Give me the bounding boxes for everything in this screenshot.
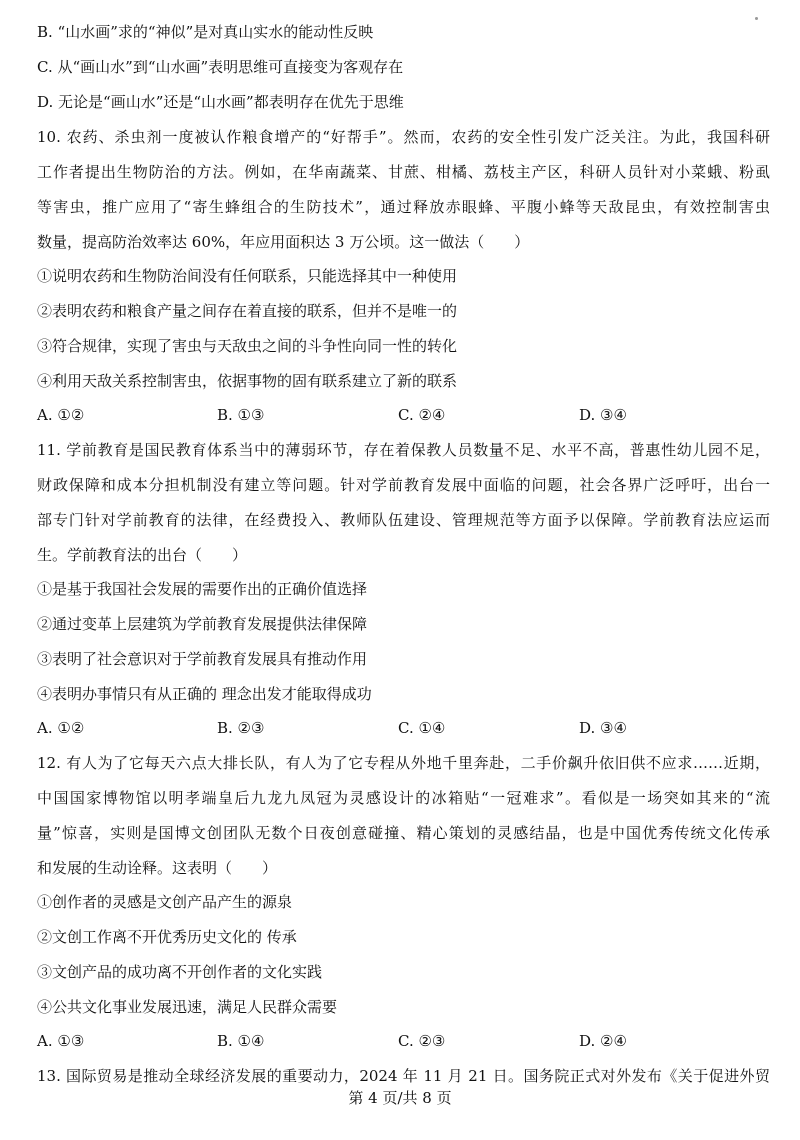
q11-statement-4: ④表明办事情只有从正确的 理念出发才能取得成功 <box>37 685 372 703</box>
q10-choice-c[interactable]: C. ②④ <box>398 406 446 424</box>
q11-statement-1: ①是基于我国社会发展的需要作出的正确价值选择 <box>37 580 368 598</box>
q12-stem-line: 量”惊喜，实则是国博文创团队无数个日夜创意碰撞、精心策划的灵感结晶，也是中国优秀传统文化传承 <box>37 824 770 842</box>
q10-stem-line: 10. 农药、杀虫剂一度被认作粮食增产的“好帮手”。然而，农药的安全性引发广泛关注。为此，我国科研 <box>37 128 770 146</box>
q10-choice-b[interactable]: B. ①③ <box>217 406 265 424</box>
q11-choices <box>37 718 767 738</box>
q11-statement-3: ③表明了社会意识对于学前教育发展具有推动作用 <box>37 650 368 668</box>
q11-choice-d[interactable]: D. ③④ <box>579 719 627 737</box>
q11-choice-c[interactable]: C. ①④ <box>398 719 446 737</box>
q10-stem-line: 等害虫，推广应用了“寄生蜂组合的生防技术”，通过释放赤眼蜂、平腹小蜂等天敌昆虫，有效控制害虫 <box>37 198 770 216</box>
page-number: 第 4 页/共 8 页 <box>348 1089 452 1107</box>
q12-statement-1: ①创作者的灵感是文创产品产生的源泉 <box>37 893 293 911</box>
q9-option-b: B. “山水画”求的“神似”是对真山实水的能动性反映 <box>37 23 374 41</box>
q11-stem-line: 11. 学前教育是国民教育体系当中的薄弱环节，存在着保教人员数量不足、水平不高，普惠性幼儿园不足， <box>37 441 770 459</box>
q13-stem-line: 13. 国际贸易是推动全球经济发展的重要动力，2024 年 11 月 21 日。国务院正式对外发布《关于促进外贸 <box>37 1067 770 1085</box>
q11-stem-line: 财政保障和成本分担机制没有建立等问题。针对学前教育发展中面临的问题，社会各界广泛呼吁，出台一 <box>37 476 770 494</box>
q10-choice-a[interactable]: A. ①② <box>37 406 85 424</box>
q12-choice-c[interactable]: C. ②③ <box>398 1032 446 1050</box>
q12-stem-line: 12. 有人为了它每天六点大排长队，有人为了它专程从外地千里奔赴，二手价飙升依旧供不应求……近期， <box>37 754 770 772</box>
q10-stem-line: 数量，提高防治效率达 60%，年应用面积达 3 万公顷。这一做法（ ） <box>37 233 530 251</box>
q12-choices <box>37 1031 767 1051</box>
q10-statement-2: ②表明农药和粮食产量之间存在着直接的联系，但并不是唯一的 <box>37 302 458 320</box>
q10-statement-1: ①说明农药和生物防治间没有任何联系，只能选择其中一种使用 <box>37 267 458 285</box>
q11-stem-line: 部专门针对学前教育的法律，在经费投入、教师队伍建设、管理规范等方面予以保障。学前教育法应运而 <box>37 511 770 529</box>
q12-choice-d[interactable]: D. ②④ <box>579 1032 627 1050</box>
q12-statement-4: ④公共文化事业发展迅速，满足人民群众需要 <box>37 998 338 1016</box>
q12-statement-3: ③文创产品的成功离不开创作者的文化实践 <box>37 963 323 981</box>
q10-statement-3: ③符合规律，实现了害虫与天敌虫之间的斗争性向同一性的转化 <box>37 337 458 355</box>
q12-choice-b[interactable]: B. ①④ <box>217 1032 265 1050</box>
q11-choice-a[interactable]: A. ①② <box>37 719 85 737</box>
q9-option-c: C. 从“画山水”到“山水画”表明思维可直接变为客观存在 <box>37 58 404 76</box>
q12-stem-line: 和发展的生动诠释。这表明（ ） <box>37 859 278 877</box>
q10-choices <box>37 405 767 425</box>
q11-choice-b[interactable]: B. ②③ <box>217 719 265 737</box>
scan-mark <box>755 17 758 20</box>
q12-stem-line: 中国国家博物馆以明孝端皇后九龙九凤冠为灵感设计的冰箱贴“一冠难求”。看似是一场突如其来的“流 <box>37 789 770 807</box>
q9-option-d: D. 无论是“画山水”还是“山水画”都表明存在优先于思维 <box>37 93 404 111</box>
q12-statement-2: ②文创工作离不开优秀历史文化的 传承 <box>37 928 297 946</box>
q11-stem-line: 生。学前教育法的出台（ ） <box>37 546 248 564</box>
q11-statement-2: ②通过变革上层建筑为学前教育发展提供法律保障 <box>37 615 368 633</box>
q12-choice-a[interactable]: A. ①③ <box>37 1032 85 1050</box>
q10-statement-4: ④利用天敌关系控制害虫，依据事物的固有联系建立了新的联系 <box>37 372 458 390</box>
q10-choice-d[interactable]: D. ③④ <box>579 406 627 424</box>
q10-stem-line: 工作者提出生物防治的方法。例如，在华南蔬菜、甘蔗、柑橘、荔枝主产区，科研人员针对小菜蛾、粉虱 <box>37 163 770 181</box>
